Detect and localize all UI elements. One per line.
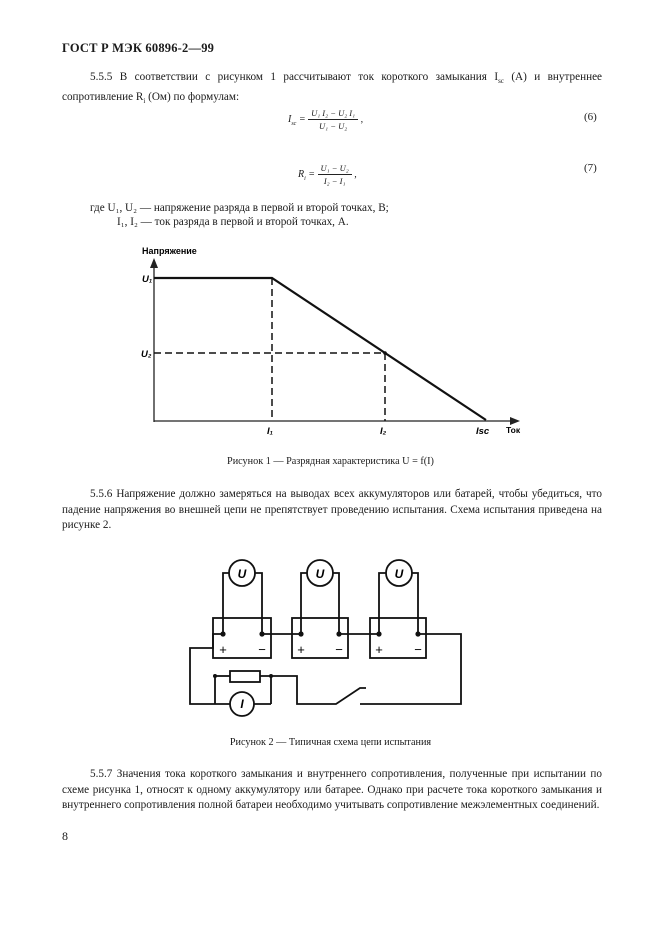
paragraph-5-5-7: 5.5.7 Значения тока короткого замыкания и внутреннего сопротивления, полученные при испытании по схеме рисунка 1, относят к одному аккумулятору или батарее. Однако при расчете тока короткого замыкания и внутреннего сопротивления полной батареи необходимо учитывать сопротивление межэлементных соединений. xyxy=(62,768,602,812)
discharge-curve xyxy=(154,278,486,420)
paragraph-5-5-5: 5.5.5 В соответствии с рисунком 1 рассчитывают ток короткого замыкания $I_{sc}$ (А) и внутреннее сопротивление $R_i$ (Ом) по формулам: xyxy=(62,71,602,106)
point-2 xyxy=(383,351,387,355)
paragraph-5-5-6: 5.5.6 Напряжение должно замеряться на выводах всех аккумуляторов или батарей, чтобы убедиться, что падение напряжения во внешней цепи не препятствует проведению испытания. Схема испытания приведена на рисунке 2. xyxy=(62,488,602,532)
x-axis-label: Ток xyxy=(506,425,521,435)
discharge-characteristic-chart xyxy=(130,240,530,445)
y-axis-label: Напряжение xyxy=(142,246,197,256)
fraction: $\frac{\text{U₁ − U₂}}{\text{I₂ − I₁}}$ xyxy=(318,163,352,186)
tick-u1: U₁ xyxy=(142,274,153,285)
minus-sign: − xyxy=(414,642,422,657)
plus-sign: + xyxy=(375,642,383,657)
tick-u2: U₂ xyxy=(141,349,152,360)
figure-1-caption: Рисунок 1 — Разрядная характеристика U = f(I) xyxy=(227,456,434,467)
tick-i1: I₁ xyxy=(267,426,273,437)
shunt-resistor xyxy=(230,671,260,682)
ammeter-label: I xyxy=(240,697,244,711)
where-line-2: I₁, I₂ — ток разряда в первой и второй точках, А. xyxy=(117,216,349,228)
where-line-1: где U₁, U₂ — напряжение разряда в первой и второй точках, В; xyxy=(90,202,389,214)
plus-sign: + xyxy=(219,642,227,657)
plus-sign: + xyxy=(297,642,305,657)
minus-sign: − xyxy=(258,642,266,657)
equation-number: (7) xyxy=(584,162,597,174)
test-circuit-diagram xyxy=(180,550,480,725)
para-text: 5.5.5 В соответствии с рисунком 1 рассчитывают ток короткого замыкания I xyxy=(90,71,499,83)
document-header: ГОСТ Р МЭК 60896-2—99 xyxy=(62,41,215,55)
equation-number: (6) xyxy=(584,111,597,123)
voltmeter-3-label: U xyxy=(394,567,404,581)
figure-2-caption: Рисунок 2 — Типичная схема цепи испытания xyxy=(229,737,432,748)
equation-6: $I_{sc}$ = $\frac{\text{U₁ I₂ − U₂ I₁}}{\text{U₁ − U₂}}$ , xyxy=(288,108,364,131)
voltmeter-1-label: U xyxy=(237,567,247,581)
u2-i2-guide xyxy=(154,353,385,421)
page-number: 8 xyxy=(62,829,68,843)
fraction: $\frac{\text{U₁ I₂ − U₂ I₁}}{\text{U₁ − U₂}}$ xyxy=(308,108,358,131)
tick-isc: Isc xyxy=(476,426,490,437)
voltmeter-2-label: U xyxy=(315,567,325,581)
equation-7: $R_i$ = $\frac{\text{U₁ − U₂}}{\text{I₂ − I₁}}$ , xyxy=(298,163,357,186)
x-axis-arrow xyxy=(510,417,520,425)
minus-sign: − xyxy=(335,642,343,657)
tick-i2: I₂ xyxy=(380,426,387,437)
y-axis-arrow xyxy=(150,258,158,268)
switch xyxy=(297,688,366,704)
